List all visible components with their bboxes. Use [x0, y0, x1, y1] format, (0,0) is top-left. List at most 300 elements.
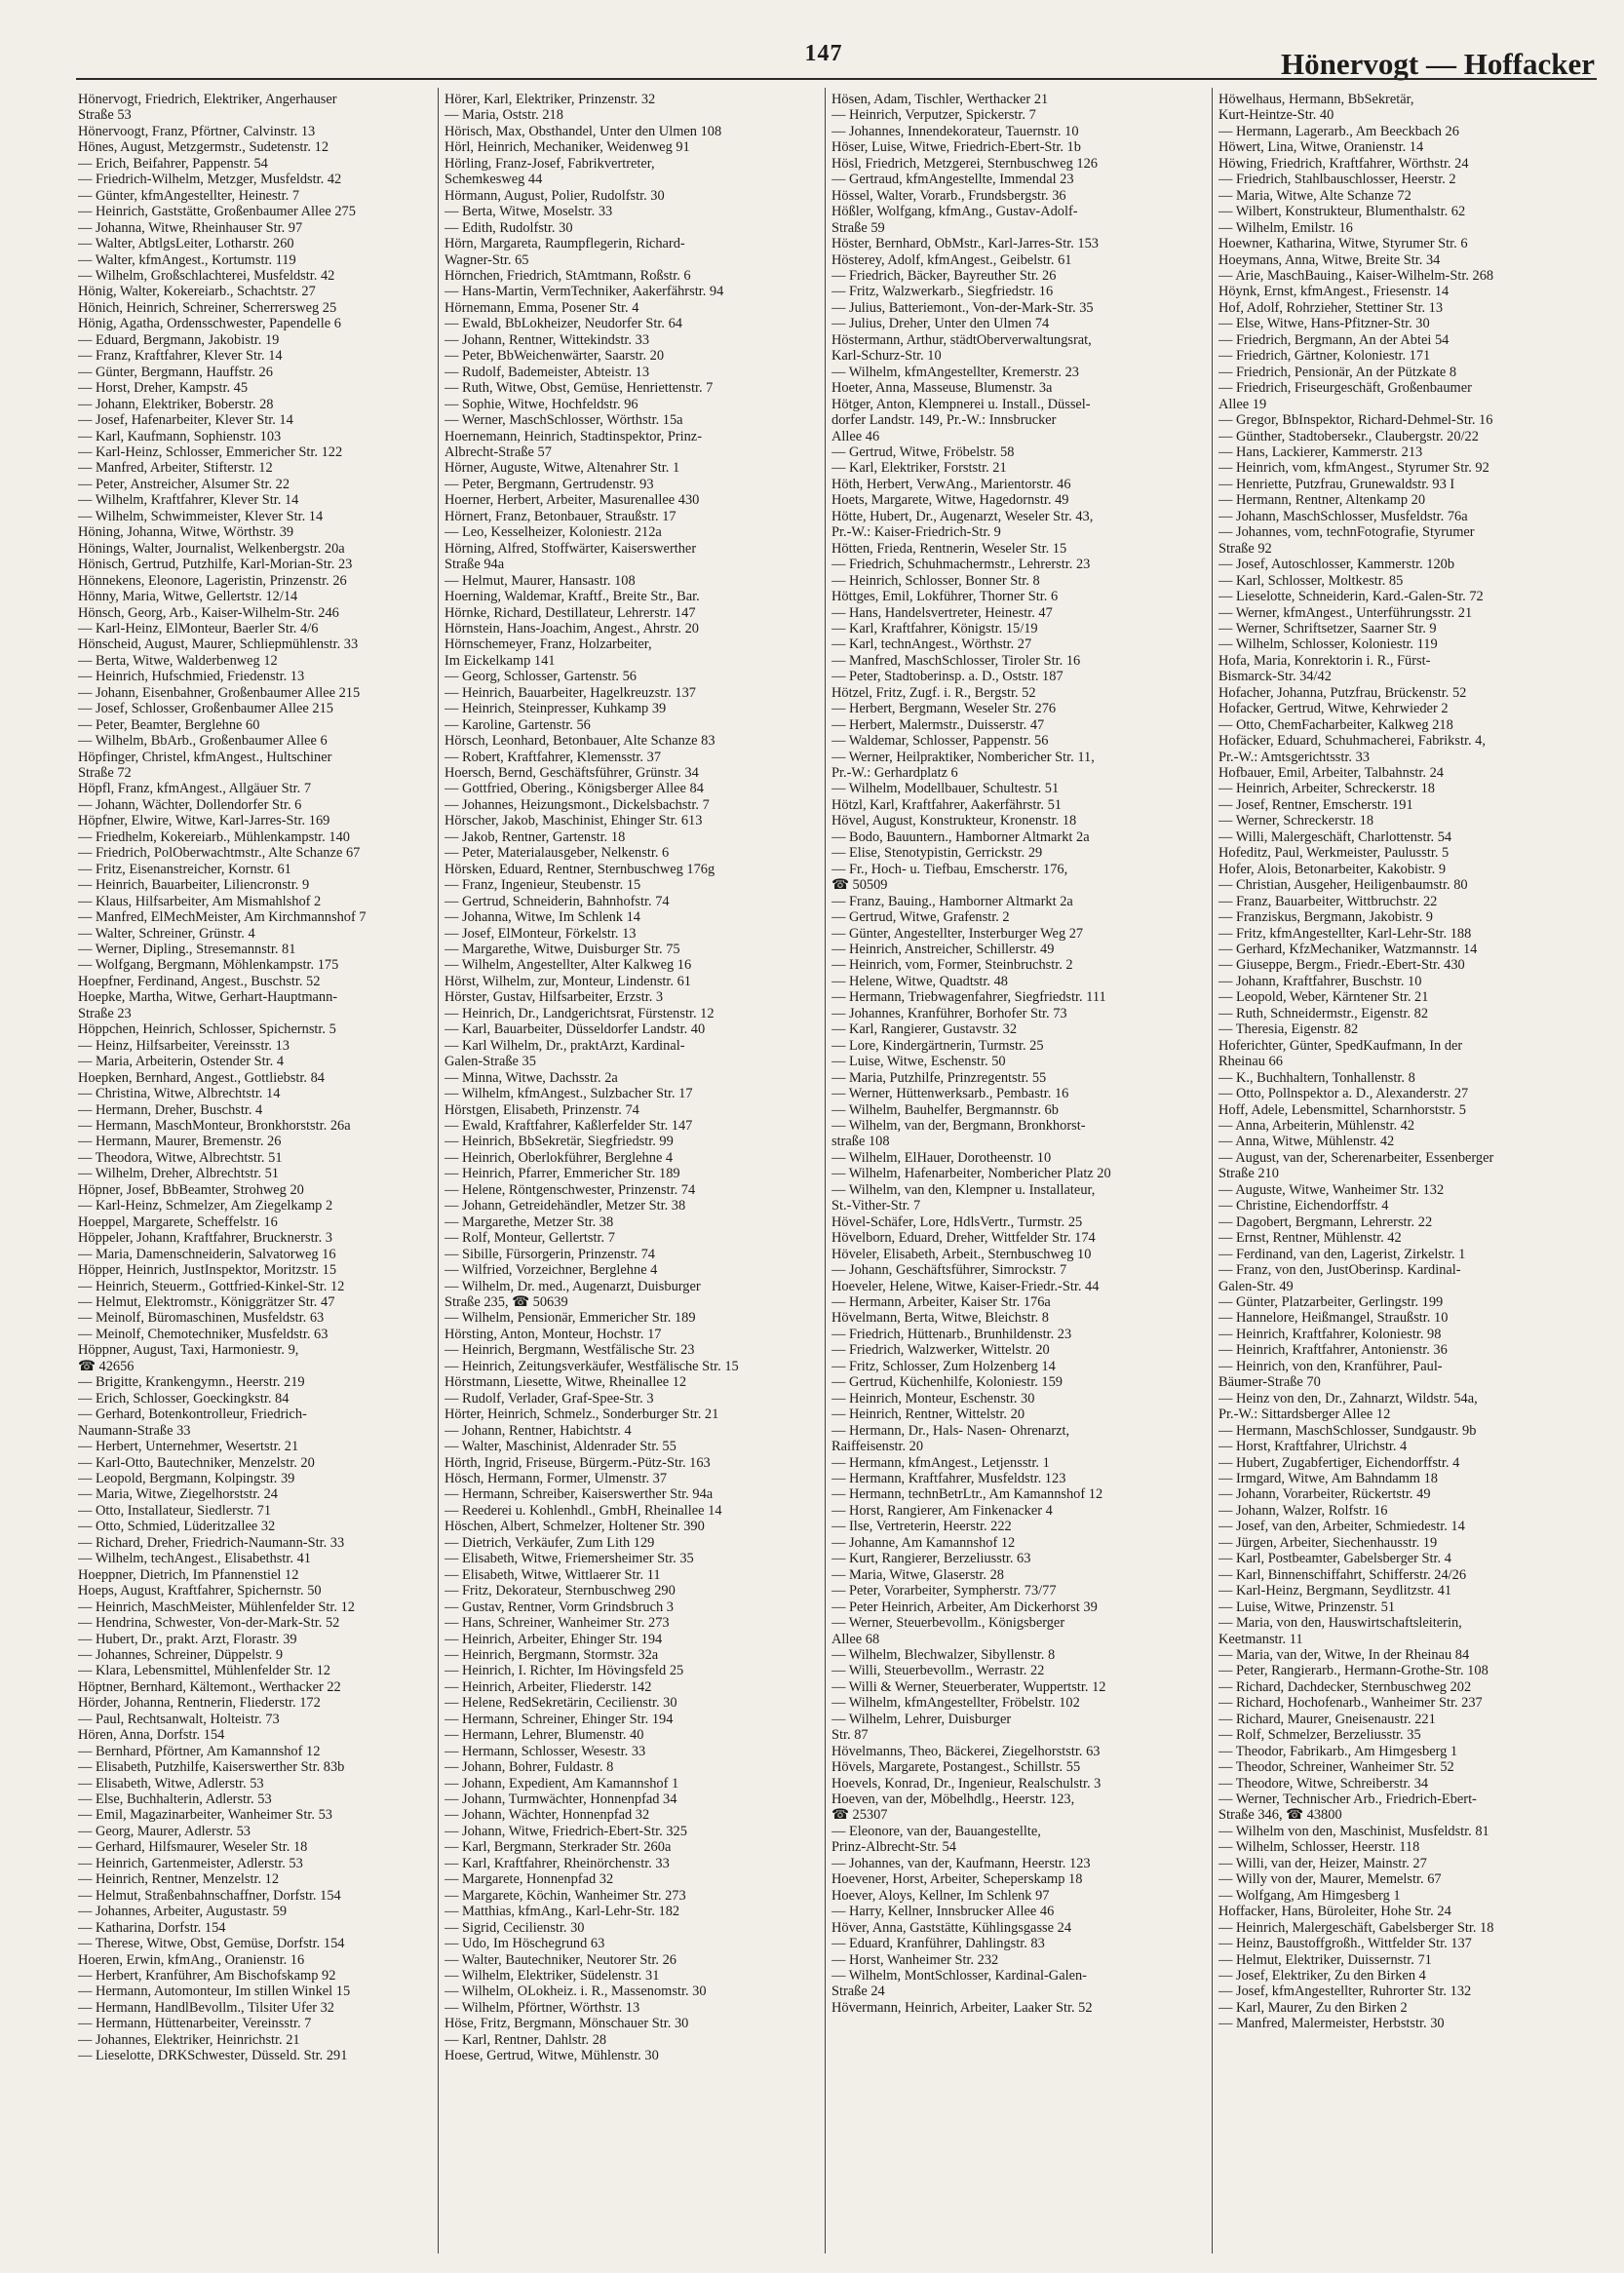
directory-entry: — Hannelore, Heißmangel, Straußstr. 10	[1218, 1310, 1449, 1327]
directory-entry: Hoeren, Erwin, kfmAng., Oranienstr. 16	[78, 1951, 305, 1968]
directory-entry: — Fritz, Eisenanstreicher, Kornstr. 61	[78, 861, 291, 877]
directory-entry: Hofa, Maria, Konrektorin i. R., Fürst-	[1218, 652, 1431, 669]
directory-entry: — Josef, Autoschlosser, Kammerstr. 120b	[1218, 557, 1455, 573]
directory-entry: — Gerhard, Hilfsmaurer, Weseler Str. 18	[78, 1839, 308, 1856]
directory-entry: — Günther, Stadtobersekr., Claubergstr. 20/22	[1218, 428, 1479, 444]
directory-entry: Hoerning, Waldemar, Kraftf., Breite Str., Bar.	[445, 589, 700, 605]
directory-entry: — Richard, Maurer, Gneisenaustr. 221	[1218, 1711, 1436, 1727]
directory-entry: — Ernst, Rentner, Mühlenstr. 42	[1218, 1230, 1402, 1247]
directory-entry: Hövelmann, Berta, Witwe, Bleichstr. 8	[831, 1310, 1049, 1327]
directory-entry: — Gregor, BbInspektor, Richard-Dehmel-Str. 16	[1218, 412, 1493, 429]
directory-entry: Str. 87	[831, 1727, 869, 1744]
directory-entry: Höpfl, Franz, kfmAngest., Allgäuer Str. 7	[78, 781, 312, 797]
directory-entry: — Elisabeth, Witwe, Friemersheimer Str. 35	[445, 1551, 694, 1567]
directory-entry: — Heinrich, Anstreicher, Schillerstr. 49	[831, 942, 1055, 958]
directory-entry: — Karl, Rentner, Dahlstr. 28	[445, 2031, 607, 2048]
directory-entry: Straße 24	[831, 1984, 885, 2000]
directory-entry: — Heinz, Baustoffgroßh., Wittfelder Str. 137	[1218, 1936, 1472, 1952]
directory-entry: Hofeditz, Paul, Werkmeister, Paulusstr. 5	[1218, 845, 1450, 862]
directory-entry: — Julius, Dreher, Unter den Ulmen 74	[831, 316, 1050, 332]
directory-entry: — Otto, Installateur, Siedlerstr. 71	[78, 1502, 272, 1519]
directory-entry: — Harry, Kellner, Innsbrucker Allee 46	[831, 1904, 1055, 1920]
directory-entry: — Dietrich, Verkäufer, Zum Lith 129	[445, 1534, 655, 1551]
directory-entry: — Günter, Bergmann, Hauffstr. 26	[78, 364, 273, 380]
directory-entry: ☎ 42656	[78, 1358, 135, 1374]
directory-entry: Hoewner, Katharina, Witwe, Styrumer Str. 6	[1218, 236, 1468, 252]
directory-entry: Hösl, Friedrich, Metzgerei, Sternbuschweg 126	[831, 155, 1098, 172]
directory-entry: — Dagobert, Bergmann, Lehrerstr. 22	[1218, 1214, 1433, 1230]
directory-entry: — Heinz, Hilfsarbeiter, Vereinsstr. 13	[78, 1037, 290, 1054]
directory-entry: — Minna, Witwe, Dachsstr. 2a	[445, 1069, 618, 1086]
directory-entry: — Hermann, Hüttenarbeiter, Vereinsstr. 7	[78, 2016, 312, 2032]
directory-entry: Höster, Bernhard, ObMstr., Karl-Jarres-Str. 153	[831, 236, 1099, 252]
directory-entry: — Ewald, Kraftfahrer, Kaßlerfelder Str. 147	[445, 1118, 693, 1134]
directory-entry: — Hans, Handelsvertreter, Heinestr. 47	[831, 604, 1053, 621]
directory-entry: Höpper, Heinrich, JustInspektor, Moritzstr. 15	[78, 1262, 337, 1279]
directory-entry: — Leopold, Weber, Kärntener Str. 21	[1218, 989, 1429, 1006]
directory-entry: — Peter Heinrich, Arbeiter, Am Dickerhorst 39	[831, 1599, 1098, 1615]
directory-entry: Hoepken, Bernhard, Angest., Gottliebstr. 84	[78, 1069, 325, 1086]
directory-entry: — Lieselotte, Schneiderin, Kard.-Galen-Str. 72	[1218, 589, 1484, 605]
directory-entry: Hörn, Margareta, Raumpflegerin, Richard-	[445, 236, 685, 252]
directory-entry: — Klaus, Hilfsarbeiter, Am Mismahlshof 2	[78, 893, 322, 909]
directory-entry: Hötzel, Fritz, Zugf. i. R., Bergstr. 52	[831, 684, 1036, 701]
directory-entry: Straße 59	[831, 219, 885, 236]
directory-entry: — Heinrich, Bauarbeiter, Hagelkreuzstr. 137	[445, 684, 696, 701]
directory-entry: — Karl, Postbeamter, Gabelsberger Str. 4	[1218, 1551, 1451, 1567]
directory-entry: Galen-Straße 35	[445, 1054, 536, 1070]
directory-entry: — Sophie, Witwe, Hochfeldstr. 96	[445, 396, 638, 412]
directory-entry: — Wilhelm, Hafenarbeiter, Nombericher Platz 20	[831, 1166, 1111, 1182]
directory-entry: Hoeppel, Margarete, Scheffelstr. 16	[78, 1214, 278, 1230]
page-number: 147	[804, 41, 843, 66]
directory-entry: Hörstmann, Liesette, Witwe, Rheinallee 12	[445, 1374, 687, 1391]
directory-entry: — Katharina, Dorfstr. 154	[78, 1919, 226, 1936]
directory-entry: — Johann, Bohrer, Fuldastr. 8	[445, 1759, 614, 1776]
directory-entry: — Günter, Angestellter, Insterburger Weg 27	[831, 925, 1084, 942]
directory-entry: Hörling, Franz-Josef, Fabrikvertreter,	[445, 155, 655, 172]
directory-entry: Hötger, Anton, Klempnerei u. Install., Düssel-	[831, 396, 1091, 412]
directory-entry: — Karl, Rangierer, Gustavstr. 32	[831, 1021, 1018, 1038]
directory-column-3	[831, 92, 1206, 2251]
directory-entry: Hoersch, Bernd, Geschäftsführer, Grünstr. 34	[445, 765, 699, 782]
directory-entry: Hoffacker, Hans, Büroleiter, Hohe Str. 24	[1218, 1904, 1451, 1920]
directory-entry: Hören, Anna, Dorfstr. 154	[78, 1727, 225, 1744]
directory-entry: — Friedrich-Wilhelm, Metzger, Musfeldstr. 42	[78, 172, 342, 188]
directory-entry: Hörster, Gustav, Hilfsarbeiter, Erzstr. 3	[445, 989, 664, 1006]
directory-entry: — Gertrud, Witwe, Grafenstr. 2	[831, 909, 1010, 926]
directory-entry: — Gertrud, Küchenhilfe, Koloniestr. 159	[831, 1374, 1063, 1391]
directory-entry: — Ruth, Witwe, Obst, Gemüse, Henriettenstr. 7	[445, 380, 714, 397]
directory-entry: Hövel-Schäfer, Lore, HdlsVertr., Turmstr. 25	[831, 1214, 1083, 1230]
directory-entry: — Karl Wilhelm, Dr., praktArzt, Kardinal-	[445, 1037, 685, 1054]
directory-entry: — Günter, kfmAngestellter, Heinestr. 7	[78, 187, 300, 204]
directory-entry: Hörnchen, Friedrich, StAmtmann, Roßstr. 6	[445, 267, 691, 284]
directory-entry: — Bernhard, Pförtner, Am Kamannshof 12	[78, 1743, 321, 1759]
directory-entry: — K., Buchhaltern, Tonhallenstr. 8	[1218, 1069, 1415, 1086]
directory-entry: Höver, Anna, Gaststätte, Kühlingsgasse 24	[831, 1919, 1072, 1936]
directory-entry: Naumann-Straße 33	[78, 1422, 191, 1439]
directory-entry: — Horst, Kraftfahrer, Ulrichstr. 4	[1218, 1439, 1408, 1455]
directory-entry: — Johannes, Schreiner, Düppelstr. 9	[78, 1646, 284, 1663]
directory-entry: — Walter, Bautechniker, Neutorer Str. 26	[445, 1951, 677, 1968]
directory-entry: Hönig, Walter, Kokereiarb., Schachtstr. 27	[78, 284, 316, 300]
directory-entry: — Josef, kfmAngestellter, Ruhrorter Str. 132	[1218, 1984, 1472, 2000]
directory-entry: — Johann, Rentner, Wittekindstr. 33	[445, 331, 650, 348]
directory-entry: Höschen, Albert, Schmelzer, Holtener Str. 390	[445, 1519, 705, 1535]
directory-entry: — August, van der, Scherenarbeiter, Essenberger	[1218, 1149, 1494, 1166]
directory-entry: — Gertraud, kfmAngestellte, Immendal 23	[831, 172, 1074, 188]
directory-entry: — Johann, Vorarbeiter, Rückertstr. 49	[1218, 1486, 1431, 1503]
directory-entry: — Walter, Maschinist, Aldenrader Str. 55	[445, 1439, 677, 1455]
directory-entry: Allee 19	[1218, 396, 1267, 412]
directory-entry: — Johanna, Witwe, Im Schlenk 14	[445, 909, 640, 926]
directory-entry: — Peter, Materialausgeber, Nelkenstr. 6	[445, 845, 670, 862]
directory-entry: Hörsch, Leonhard, Betonbauer, Alte Schanze 83	[445, 733, 715, 750]
directory-entry: — Wilhelm von den, Maschinist, Musfeldstr. 81	[1218, 1823, 1489, 1839]
directory-entry: — Karoline, Gartenstr. 56	[445, 716, 591, 733]
directory-entry: — Rudolf, Bademeister, Abteistr. 13	[445, 364, 650, 380]
header-rule	[76, 78, 1597, 80]
directory-entry: — Heinrich, vom, Former, Steinbruchstr. 2	[831, 957, 1073, 974]
directory-entry: — Karl, Bergmann, Sterkrader Str. 260a	[445, 1839, 672, 1856]
directory-entry: — Ferdinand, van den, Lagerist, Zirkelstr. 1	[1218, 1246, 1466, 1262]
directory-entry: — Hermann, HandlBevollm., Tilsiter Ufer 32	[78, 1999, 335, 2016]
directory-entry: — Gottfried, Obering., Königsberger Allee 84	[445, 781, 704, 797]
directory-entry: Hörning, Alfred, Stoffwärter, Kaiserswerther	[445, 540, 697, 557]
directory-entry: — Heinrich, Verputzer, Spickerstr. 7	[831, 107, 1036, 124]
directory-entry: — Theodora, Witwe, Albrechtstr. 51	[78, 1149, 283, 1166]
directory-entry: — Margarete, Köchin, Wanheimer Str. 273	[445, 1887, 686, 1904]
directory-entry: — Herbert, Unternehmer, Wesertstr. 21	[78, 1439, 299, 1455]
directory-entry: — Manfred, MaschSchlosser, Tiroler Str. 16	[831, 652, 1081, 669]
directory-entry: — Heinrich, Kraftfahrer, Koloniestr. 98	[1218, 1326, 1442, 1342]
directory-entry: Höpner, Josef, BbBeamter, Strohweg 20	[78, 1181, 304, 1198]
running-head: Hönervogt — Hoffacker	[1281, 47, 1595, 81]
directory-entry: — Berta, Witwe, Moselstr. 33	[445, 204, 613, 220]
directory-entry: straße 108	[831, 1134, 890, 1150]
directory-entry: Höpfinger, Christel, kfmAngest., Hultschiner	[78, 749, 332, 765]
directory-entry: — Maria, Witwe, Ziegelhorststr. 24	[78, 1486, 278, 1503]
directory-entry: — Helene, RedSekretärin, Cecilienstr. 30	[445, 1695, 677, 1712]
directory-entry: Straße 235, ☎ 50639	[445, 1293, 568, 1310]
directory-entry: Höning, Johanna, Witwe, Wörthstr. 39	[78, 524, 294, 541]
directory-entry: Hövelborn, Eduard, Dreher, Wittfelder Str. 174	[831, 1230, 1096, 1247]
directory-entry: — Heinrich, Arbeiter, Ehinger Str. 194	[445, 1631, 663, 1647]
directory-entry: — Otto, Schmied, Lüderitzallee 32	[78, 1519, 276, 1535]
directory-entry: Hoevels, Konrad, Dr., Ingenieur, Realschulstr. 3	[831, 1775, 1102, 1791]
directory-entry: — Johann, Expedient, Am Kamannshof 1	[445, 1775, 679, 1791]
directory-entry: — Hermann, Dr., Hals- Nasen- Ohrenarzt,	[831, 1422, 1070, 1439]
directory-entry: — Leopold, Bergmann, Kolpingstr. 39	[78, 1470, 295, 1486]
directory-entry: Straße 53	[78, 107, 132, 124]
directory-entry: Hövermann, Heinrich, Arbeiter, Laaker Str. 52	[831, 1999, 1093, 2016]
directory-entry: Hörscher, Jakob, Maschinist, Ehinger Str. 613	[445, 813, 703, 829]
directory-entry: — Hermann, Lehrer, Blumenstr. 40	[445, 1727, 644, 1744]
directory-entry: — Werner, kfmAngest., Unterführungsstr. 21	[1218, 604, 1473, 621]
directory-entry: — Klara, Lebensmittel, Mühlenfelder Str. 12	[78, 1663, 330, 1679]
directory-entry: — Anna, Witwe, Mühlenstr. 42	[1218, 1134, 1395, 1150]
directory-entry: Höwing, Friedrich, Kraftfahrer, Wörthstr. 24	[1218, 155, 1469, 172]
directory-entry: Hönervogt, Friedrich, Elektriker, Angerhauser	[78, 92, 337, 107]
directory-entry: — Sigrid, Cecilienstr. 30	[445, 1919, 585, 1936]
directory-entry: Hörst, Wilhelm, zur, Monteur, Lindenstr. 61	[445, 973, 692, 989]
directory-entry: — Margarete, Honnenpfad 32	[445, 1871, 614, 1888]
directory-entry: — Jakob, Rentner, Gartenstr. 18	[445, 828, 626, 845]
directory-entry: — Wilhelm, kfmAngestellter, Fröbelstr. 102	[831, 1695, 1080, 1712]
directory-entry: Hoese, Gertrud, Witwe, Mühlenstr. 30	[445, 2048, 659, 2064]
directory-entry: — Berta, Witwe, Walderbenweg 12	[78, 652, 278, 669]
directory-entry: — Heinrich, Schlosser, Bonner Str. 8	[831, 572, 1040, 589]
directory-entry: — Maria, Putzhilfe, Prinzregentstr. 55	[831, 1069, 1047, 1086]
directory-entry: Pr.-W.: Kaiser-Friedrich-Str. 9	[831, 524, 1001, 541]
directory-entry: — Richard, Dreher, Friedrich-Naumann-Str. 33	[78, 1534, 345, 1551]
directory-entry: — Sibille, Fürsorgerin, Prinzenstr. 74	[445, 1246, 655, 1262]
directory-entry: Hofäcker, Eduard, Schuhmacherei, Fabrikstr. 4,	[1218, 733, 1486, 750]
directory-entry: — Friedhelm, Kokereiarb., Mühlenkampstr. 140	[78, 828, 350, 845]
directory-entry: Höppner, August, Taxi, Harmoniestr. 9,	[78, 1342, 299, 1359]
directory-entry: — Josef, Hafenarbeiter, Klever Str. 14	[78, 412, 293, 429]
directory-entry: — Johann, Geschäftsführer, Simrockstr. 7	[831, 1262, 1067, 1279]
directory-entry: — Theodore, Witwe, Schreiberstr. 34	[1218, 1775, 1429, 1791]
directory-entry: — Walter, Schreiner, Grünstr. 4	[78, 925, 255, 942]
directory-entry: — Johannes, Kranführer, Borhofer Str. 73	[831, 1005, 1067, 1021]
directory-entry: — Johann, Wächter, Dollendorfer Str. 6	[78, 796, 302, 813]
directory-entry: — Wilhelm, Lehrer, Duisburger	[831, 1711, 1012, 1727]
directory-entry: — Wilhelm, Angestellter, Alter Kalkweg 16	[445, 957, 692, 974]
directory-entry: — Johann, Kraftfahrer, Buschstr. 10	[1218, 973, 1422, 989]
directory-entry: Hoepke, Martha, Witwe, Gerhart-Hauptmann-	[78, 989, 338, 1006]
directory-entry: Kurt-Heintze-Str. 40	[1218, 107, 1334, 124]
directory-entry: — Johannes, Arbeiter, Augustastr. 59	[78, 1904, 288, 1920]
directory-entry: — Erich, Schlosser, Goeckingkstr. 84	[78, 1390, 290, 1406]
directory-entry: — Josef, ElMonteur, Förkelstr. 13	[445, 925, 637, 942]
directory-entry: — Josef, van den, Arbeiter, Schmiedestr. 14	[1218, 1519, 1465, 1535]
directory-entry: — Hans, Schreiner, Wanheimer Str. 273	[445, 1615, 670, 1632]
directory-entry: — Karl, Bauarbeiter, Düsseldorfer Landstr. 40	[445, 1021, 706, 1038]
directory-entry: Hörter, Heinrich, Schmelz., Sonderburger Str. 21	[445, 1406, 719, 1423]
directory-entry: — Manfred, ElMechMeister, Am Kirchmannshof 7	[78, 909, 367, 926]
directory-entry: — Friedrich, Bergmann, An der Abtei 54	[1218, 331, 1450, 348]
directory-entry: — Georg, Maurer, Adlerstr. 53	[78, 1823, 251, 1839]
directory-entry: — Friedrich, Gärtner, Koloniestr. 171	[1218, 348, 1431, 365]
directory-entry: — Heinrich, MaschMeister, Mühlenfelder Str. 12	[78, 1599, 355, 1615]
directory-entry: — Maria, Damenschneiderin, Salvatorweg 16	[78, 1246, 336, 1262]
directory-entry: — Giuseppe, Bergm., Friedr.-Ebert-Str. 430	[1218, 957, 1465, 974]
directory-entry: — Helene, Witwe, Quadtstr. 48	[831, 973, 1008, 989]
directory-entry: Albrecht-Straße 57	[445, 443, 552, 460]
directory-entry: — Karl-Otto, Bautechniker, Menzelstr. 20	[78, 1454, 315, 1471]
directory-entry: Hößler, Wolfgang, kfmAng., Gustav-Adolf-	[831, 204, 1078, 220]
directory-entry: — Wilhelm, ElHauer, Dorotheenstr. 10	[831, 1149, 1052, 1166]
directory-entry: — Johann, Witwe, Friedrich-Ebert-Str. 325	[445, 1823, 687, 1839]
directory-entry: — Johannes, vom, technFotografie, Styrumer	[1218, 524, 1475, 541]
directory-entry: — Meinolf, Büromaschinen, Musfeldstr. 63	[78, 1310, 325, 1327]
directory-entry: Hötten, Frieda, Rentnerin, Weseler Str. 15	[831, 540, 1067, 557]
directory-entry: Hövels, Margarete, Postangest., Schillstr. 55	[831, 1759, 1081, 1776]
directory-entry: — Hermann, Schreiner, Ehinger Str. 194	[445, 1711, 674, 1727]
directory-entry: Hönscheid, August, Maurer, Schliepmühlenstr. 33	[78, 636, 359, 653]
directory-entry: — Hermann, MaschMonteur, Bronkhorststr. 26a	[78, 1118, 351, 1134]
directory-entry: — Hermann, Rentner, Altenkamp 20	[1218, 492, 1426, 509]
directory-entry: — Johann, Wächter, Honnenpfad 32	[445, 1807, 650, 1824]
directory-entry: — Franz, Bauing., Hamborner Altmarkt 2a	[831, 893, 1073, 909]
directory-entry: — Hermann, Triebwagenfahrer, Siegfriedstr. 111	[831, 989, 1106, 1006]
directory-entry: — Karl, Schlosser, Moltkestr. 85	[1218, 572, 1404, 589]
directory-entry: Pr.-W.: Gerhardplatz 6	[831, 765, 958, 782]
directory-entry: — Helmut, Elektromstr., Königgrätzer Str. 47	[78, 1293, 335, 1310]
directory-entry: — Franziskus, Bergmann, Jakobistr. 9	[1218, 909, 1433, 926]
directory-entry: — Friedrich, Walzwerker, Wittelstr. 20	[831, 1342, 1050, 1359]
directory-entry: Hörnke, Richard, Destillateur, Lehrerstr. 147	[445, 604, 696, 621]
directory-entry: — Heinrich, Malergeschäft, Gabelsberger Str. 18	[1218, 1919, 1494, 1936]
directory-entry: Hörder, Johanna, Rentnerin, Fliederstr. 172	[78, 1695, 321, 1712]
directory-entry: — Werner, Schreckerstr. 18	[1218, 813, 1374, 829]
directory-entry: Bismarck-Str. 34/42	[1218, 669, 1332, 685]
directory-entry: — Fritz, Walzwerkarb., Siegfriedstr. 16	[831, 284, 1054, 300]
directory-entry: — Werner, Schriftsetzer, Saarner Str. 9	[1218, 620, 1437, 636]
directory-entry: Hoeter, Anna, Masseuse, Blumenstr. 3a	[831, 380, 1053, 397]
directory-entry: Hössel, Walter, Vorarb., Frundsbergstr. 36	[831, 187, 1066, 204]
directory-entry: Straße 346, ☎ 43800	[1218, 1807, 1342, 1824]
directory-entry: — Hermann, Schlosser, Wesestr. 33	[445, 1743, 646, 1759]
directory-entry: — Heinrich, Gartenmeister, Adlerstr. 53	[78, 1855, 303, 1871]
directory-entry: — Else, Witwe, Hans-Pfitzner-Str. 30	[1218, 316, 1430, 332]
directory-entry: — Maria, Witwe, Alte Schanze 72	[1218, 187, 1411, 204]
directory-entry: — Werner, Hüttenwerksarb., Pembastr. 16	[831, 1086, 1069, 1102]
directory-entry: Höppeler, Johann, Kraftfahrer, Brucknerstr. 3	[78, 1230, 332, 1247]
directory-entry: Hörl, Heinrich, Mechaniker, Weidenweg 91	[445, 139, 690, 156]
directory-entry: — Margarethe, Metzer Str. 38	[445, 1214, 614, 1230]
directory-entry: Hoevener, Horst, Arbeiter, Scheperskamp 18	[831, 1871, 1083, 1888]
directory-entry: Hönsch, Georg, Arb., Kaiser-Wilhelm-Str. 246	[78, 604, 339, 621]
directory-entry: Karl-Schurz-Str. 10	[831, 348, 942, 365]
directory-entry: — Fritz, kfmAngestellter, Karl-Lehr-Str. 188	[1218, 925, 1472, 942]
directory-entry: — Johann, Turmwächter, Honnenpfad 34	[445, 1791, 677, 1808]
directory-entry: — Ruth, Schneidermstr., Eigenstr. 82	[1218, 1005, 1429, 1021]
directory-column-2	[445, 92, 819, 2251]
directory-entry: — Wilhelm, techAngest., Elisabethstr. 41	[78, 1551, 311, 1567]
directory-entry: — Wilhelm, Großschlachterei, Musfeldstr. 42	[78, 267, 335, 284]
directory-entry: — Karl, Kraftfahrer, Rheinörchenstr. 33	[445, 1855, 670, 1871]
directory-entry: Rheinau 66	[1218, 1054, 1283, 1070]
directory-entry: — Leo, Kesselheizer, Koloniestr. 212a	[445, 524, 662, 541]
column-divider	[1212, 88, 1213, 2254]
directory-entry: — Bodo, Bauuntern., Hamborner Altmarkt 2a	[831, 828, 1090, 845]
directory-entry: Hörsting, Anton, Monteur, Hochstr. 17	[445, 1326, 662, 1342]
directory-entry: — Heinrich, Pfarrer, Emmericher Str. 189	[445, 1166, 680, 1182]
directory-entry: — Fritz, Dekorateur, Sternbuschweg 290	[445, 1583, 676, 1599]
directory-entry: — Willi & Werner, Steuerberater, Wuppertstr. 12	[831, 1678, 1106, 1695]
directory-entry: Höwelhaus, Hermann, BbSekretär,	[1218, 92, 1414, 107]
directory-entry: — Wilhelm, Modellbauer, Schultestr. 51	[831, 781, 1060, 797]
directory-entry: — Karl-Heinz, ElMonteur, Baerler Str. 4/6	[78, 620, 319, 636]
directory-entry: Im Eickelkamp 141	[445, 652, 556, 669]
directory-entry: Hövelmanns, Theo, Bäckerei, Ziegelhorststr. 63	[831, 1743, 1101, 1759]
directory-entry: Hönny, Maria, Witwe, Gellertstr. 12/14	[78, 589, 298, 605]
directory-entry: — Otto, Pollnspektor a. D., Alexanderstr. 27	[1218, 1086, 1469, 1102]
directory-column-1	[78, 92, 431, 2251]
directory-entry: — Wilhelm, MontSchlosser, Kardinal-Galen-	[831, 1968, 1087, 1984]
column-divider	[825, 88, 826, 2254]
directory-entry: — Johannes, Heizungsmont., Dickelsbachstr. 7	[445, 796, 710, 813]
directory-entry: — Johanne, Am Kamannshof 12	[831, 1534, 1016, 1551]
directory-entry: — Erich, Beifahrer, Pappenstr. 54	[78, 155, 268, 172]
directory-entry: — Henriette, Putzfrau, Grunewaldstr. 93 I	[1218, 476, 1455, 492]
directory-entry: — Heinrich, Dr., Landgerichtsrat, Fürstenstr. 12	[445, 1005, 715, 1021]
directory-entry: Hörnemann, Emma, Posener Str. 4	[445, 299, 639, 316]
directory-entry: Höth, Herbert, VerwAng., Marientorstr. 46	[831, 476, 1071, 492]
directory-entry: — Hans, Lackierer, Kammerstr. 213	[1218, 443, 1423, 460]
directory-entry: — Heinrich, Gaststätte, Großenbaumer Allee 275	[78, 204, 356, 220]
directory-entry: Hönnekens, Eleonore, Lageristin, Prinzenstr. 26	[78, 572, 347, 589]
directory-entry: Hörnstein, Hans-Joachim, Angest., Ahrstr. 20	[445, 620, 700, 636]
directory-entry: — Wilhelm, Bauhelfer, Bergmannstr. 6b	[831, 1101, 1059, 1118]
directory-entry: — Wilhelm, van der, Bergmann, Bronkhorst-	[831, 1118, 1086, 1134]
directory-entry: — Georg, Schlosser, Gartenstr. 56	[445, 669, 637, 685]
directory-entry: Prinz-Albrecht-Str. 54	[831, 1839, 956, 1856]
directory-entry: — Helmut, Straßenbahnschaffner, Dorfstr. 154	[78, 1887, 341, 1904]
directory-entry: — Heinrich, Bergmann, Stormstr. 32a	[445, 1646, 659, 1663]
directory-entry: Hoets, Margarete, Witwe, Hagedornstr. 49	[831, 492, 1069, 509]
directory-entry: — Gerhard, Botenkontrolleur, Friedrich-	[78, 1406, 307, 1423]
directory-entry: — Johann, Elektriker, Boberstr. 28	[78, 396, 274, 412]
directory-entry: — Horst, Wanheimer Str. 232	[831, 1951, 999, 1968]
directory-entry: — Peter, Stadtoberinsp. a. D., Oststr. 187	[831, 669, 1063, 685]
directory-entry: Höynk, Ernst, kfmAngest., Friesenstr. 14	[1218, 284, 1450, 300]
directory-entry: — Maria, Oststr. 218	[445, 107, 563, 124]
directory-entry: Hönisch, Gertrud, Putzhilfe, Karl-Morian-Str. 23	[78, 557, 353, 573]
directory-entry: Höppchen, Heinrich, Schlosser, Spichernstr. 5	[78, 1021, 336, 1038]
directory-entry: — Heinrich, Zeitungsverkäufer, Westfälische Str. 15	[445, 1358, 739, 1374]
directory-entry: — Richard, Hochofenarb., Wanheimer Str. 237	[1218, 1695, 1483, 1712]
directory-entry: Höveler, Elisabeth, Arbeit., Sternbuschweg 10	[831, 1246, 1092, 1262]
directory-entry: — Maria, Arbeiterin, Ostender Str. 4	[78, 1054, 285, 1070]
directory-entry: — Herbert, Malermstr., Duisserstr. 47	[831, 716, 1045, 733]
directory-entry: — Fritz, Schlosser, Zum Holzenberg 14	[831, 1358, 1056, 1374]
directory-entry: — Robert, Kraftfahrer, Klemensstr. 37	[445, 749, 662, 765]
directory-entry: — Elisabeth, Witwe, Adlerstr. 53	[78, 1775, 264, 1791]
directory-entry: — Wilhelm, kfmAngest., Sulzbacher Str. 17	[445, 1086, 693, 1102]
directory-entry: — Gustav, Rentner, Vorm Grindsbruch 3	[445, 1599, 674, 1615]
directory-entry: Hönich, Heinrich, Schreiner, Scherrersweg 25	[78, 299, 337, 316]
directory-entry: — Luise, Witwe, Eschenstr. 50	[831, 1054, 1006, 1070]
directory-entry: Hoeven, van der, Möbelhdlg., Heerstr. 123,	[831, 1791, 1075, 1808]
directory-entry: — Friedrich, Schuhmachermstr., Lehrerstr. 23	[831, 557, 1091, 573]
directory-entry: — Hermann, technBetrLtr., Am Kamannshof 12	[831, 1486, 1103, 1503]
directory-entry: — Wilhelm, Elektriker, Südelenstr. 31	[445, 1968, 660, 1984]
directory-entry: — Heinrich, BbSekretär, Siegfriedstr. 99	[445, 1134, 674, 1150]
directory-entry: Straße 72	[78, 765, 132, 782]
directory-entry: — Luise, Witwe, Prinzenstr. 51	[1218, 1599, 1396, 1615]
directory-entry: Allee 46	[831, 428, 880, 444]
directory-entry: — Meinolf, Chemotechniker, Musfeldstr. 63	[78, 1326, 329, 1342]
directory-entry: — Heinrich, Bauarbeiter, Liliencronstr. 9	[78, 877, 310, 894]
directory-entry: Straße 94a	[445, 557, 505, 573]
directory-entry: — Wilhelm, Schlosser, Heerstr. 118	[1218, 1839, 1420, 1856]
directory-entry: — Josef, Rentner, Emscherstr. 191	[1218, 796, 1413, 813]
directory-entry: Keetmanstr. 11	[1218, 1631, 1303, 1647]
directory-entry: — Peter, Vorarbeiter, Sympherstr. 73/77	[831, 1583, 1057, 1599]
directory-entry: — Werner, Technischer Arb., Friedrich-Ebert-	[1218, 1791, 1477, 1808]
directory-entry: — Karl-Heinz, Schlosser, Emmericher Str. 122	[78, 443, 343, 460]
directory-entry: — Rolf, Monteur, Gellertstr. 7	[445, 1230, 615, 1247]
directory-entry: — Hermann, Maurer, Bremenstr. 26	[78, 1134, 282, 1150]
directory-entry: — Werner, MaschSchlosser, Wörthstr. 15a	[445, 412, 683, 429]
directory-entry: — Wilhelm, van den, Klempner u. Installateur,	[831, 1181, 1096, 1198]
directory-entry: — Wilhelm, kfmAngestellter, Kremerstr. 23	[831, 364, 1079, 380]
directory-entry: dorfer Landstr. 149, Pr.-W.: Innsbrucker	[831, 412, 1057, 429]
